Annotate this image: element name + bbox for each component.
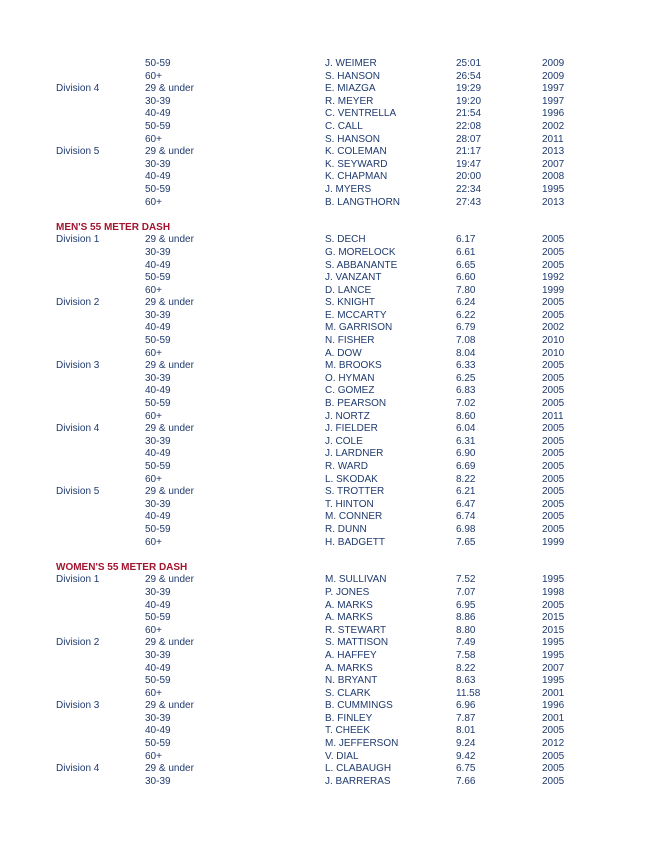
athlete-name-cell: H. BADGETT — [325, 536, 386, 548]
section-heading: WOMEN'S 55 METER DASH — [56, 561, 188, 573]
record-row — [0, 763, 657, 776]
mark-cell: 6.65 — [456, 259, 476, 271]
year-cell: 2001 — [542, 687, 565, 699]
mark-cell: 6.25 — [456, 372, 476, 384]
year-cell: 2005 — [542, 309, 565, 321]
year-cell: 1998 — [542, 586, 565, 598]
mark-cell: 22:08 — [456, 120, 482, 132]
record-row — [0, 700, 657, 713]
age-group-cell: 60+ — [145, 624, 162, 636]
age-group-cell: 29 & under — [145, 360, 194, 372]
mark-cell: 8.22 — [456, 662, 476, 674]
year-cell: 1995 — [542, 649, 565, 661]
mark-cell: 6.90 — [456, 448, 476, 460]
record-row — [0, 725, 657, 738]
athlete-name-cell: B. CUMMINGS — [325, 700, 393, 712]
year-cell: 2005 — [542, 435, 565, 447]
division-cell: Division 2 — [56, 637, 100, 649]
year-cell: 1999 — [542, 284, 565, 296]
mark-cell: 8.04 — [456, 347, 476, 359]
record-row — [0, 134, 657, 147]
age-group-cell: 50-59 — [145, 398, 171, 410]
record-row — [0, 637, 657, 650]
section-heading: MEN'S 55 METER DASH — [56, 221, 171, 233]
athlete-name-cell: K. CHAPMAN — [325, 171, 388, 183]
mark-cell: 21:17 — [456, 146, 482, 158]
age-group-cell: 29 & under — [145, 574, 194, 586]
athlete-name-cell: T. CHEEK — [325, 725, 371, 737]
record-row — [0, 398, 657, 411]
athlete-name-cell: V. DIAL — [325, 750, 359, 762]
athlete-name-cell: N. FISHER — [325, 335, 375, 347]
age-group-cell: 60+ — [145, 133, 162, 145]
record-row — [0, 297, 657, 310]
age-group-cell: 30-39 — [145, 586, 171, 598]
year-cell: 2005 — [542, 423, 565, 435]
mark-cell: 26:54 — [456, 70, 482, 82]
record-row — [0, 511, 657, 524]
athlete-name-cell: J. NORTZ — [325, 410, 370, 422]
year-cell: 2005 — [542, 775, 565, 787]
record-row — [0, 738, 657, 751]
mark-cell: 27:43 — [456, 196, 482, 208]
athlete-name-cell: K. SEYWARD — [325, 158, 388, 170]
athlete-name-cell: M. BROOKS — [325, 360, 382, 372]
age-group-cell: 40-49 — [145, 448, 171, 460]
year-cell: 2009 — [542, 58, 565, 69]
mark-cell: 6.98 — [456, 523, 476, 535]
athlete-name-cell: J. BARRERAS — [325, 775, 391, 787]
mark-cell: 6.61 — [456, 246, 476, 258]
record-row — [0, 58, 657, 71]
year-cell: 2005 — [542, 599, 565, 611]
record-row — [0, 197, 657, 210]
age-group-cell: 50-59 — [145, 675, 171, 687]
record-row — [0, 322, 657, 335]
year-cell: 2005 — [542, 473, 565, 485]
athlete-name-cell: C. VENTRELLA — [325, 108, 397, 120]
athlete-name-cell: R. DUNN — [325, 523, 367, 535]
age-group-cell: 40-49 — [145, 259, 171, 271]
mark-cell: 6.22 — [456, 309, 476, 321]
athlete-name-cell: O. HYMAN — [325, 372, 375, 384]
record-row — [0, 499, 657, 512]
year-cell: 2015 — [542, 612, 565, 624]
age-group-cell: 29 & under — [145, 146, 194, 158]
year-cell: 2002 — [542, 120, 565, 132]
division-cell: Division 1 — [56, 234, 100, 246]
athlete-name-cell: S. MATTISON — [325, 637, 389, 649]
record-row — [0, 159, 657, 172]
athlete-name-cell: M. GARRISON — [325, 322, 393, 334]
record-row — [0, 688, 657, 701]
age-group-cell: 30-39 — [145, 435, 171, 447]
division-cell: Division 3 — [56, 360, 100, 372]
year-cell: 2005 — [542, 486, 565, 498]
athlete-name-cell: S. DECH — [325, 234, 366, 246]
year-cell: 2011 — [542, 133, 564, 145]
record-row — [0, 675, 657, 688]
year-cell: 1995 — [542, 675, 565, 687]
mark-cell: 7.02 — [456, 398, 476, 410]
athlete-name-cell: L. CLABAUGH — [325, 763, 392, 775]
year-cell: 2011 — [542, 410, 564, 422]
record-row — [0, 247, 657, 260]
age-group-cell: 60+ — [145, 70, 162, 82]
athlete-name-cell: J. VANZANT — [325, 272, 382, 284]
record-row — [0, 121, 657, 134]
athlete-name-cell: R. WARD — [325, 461, 368, 472]
mark-cell: 8.86 — [456, 612, 476, 624]
year-cell: 1997 — [542, 83, 565, 95]
record-row — [0, 474, 657, 487]
division-cell: Division 4 — [56, 423, 100, 435]
age-group-cell: 40-49 — [145, 322, 171, 334]
record-row — [0, 285, 657, 298]
year-cell: 2005 — [542, 448, 565, 460]
year-cell: 1992 — [542, 272, 565, 284]
mark-cell: 8.22 — [456, 473, 476, 485]
year-cell: 1996 — [542, 108, 565, 120]
athlete-name-cell: J. MYERS — [325, 183, 372, 195]
athlete-name-cell: M. CONNER — [325, 511, 383, 523]
athlete-name-cell: P. JONES — [325, 586, 370, 598]
age-group-cell: 60+ — [145, 536, 162, 548]
mark-cell: 6.60 — [456, 272, 476, 284]
year-cell: 2005 — [542, 498, 565, 510]
age-group-cell: 29 & under — [145, 234, 194, 246]
age-group-cell: 40-49 — [145, 108, 171, 120]
age-group-cell: 50-59 — [145, 738, 171, 750]
age-group-cell: 60+ — [145, 196, 162, 208]
record-row — [0, 600, 657, 613]
mark-cell: 7.87 — [456, 712, 476, 724]
age-group-cell: 29 & under — [145, 763, 194, 775]
age-group-cell: 50-59 — [145, 183, 171, 195]
record-row — [0, 625, 657, 638]
division-cell: Division 1 — [56, 574, 100, 586]
athlete-name-cell: M. SULLIVAN — [325, 574, 387, 586]
age-group-cell: 30-39 — [145, 649, 171, 661]
mark-cell: 11.58 — [456, 687, 481, 699]
age-group-cell: 29 & under — [145, 83, 194, 95]
athlete-name-cell: A. MARKS — [325, 612, 373, 624]
mark-cell: 6.95 — [456, 599, 476, 611]
year-cell: 2013 — [542, 196, 565, 208]
year-cell: 2013 — [542, 146, 565, 158]
record-row — [0, 373, 657, 386]
year-cell: 2005 — [542, 725, 565, 737]
athlete-name-cell: C. GOMEZ — [325, 385, 375, 397]
mark-cell: 7.80 — [456, 284, 476, 296]
mark-cell: 6.21 — [456, 486, 476, 498]
age-group-cell: 30-39 — [145, 372, 171, 384]
athlete-name-cell: J. LARDNER — [325, 448, 384, 460]
record-row — [0, 574, 657, 587]
athlete-name-cell: M. JEFFERSON — [325, 738, 399, 750]
age-group-cell: 30-39 — [145, 498, 171, 510]
year-cell: 2005 — [542, 763, 565, 775]
mark-cell: 6.17 — [456, 234, 476, 246]
record-row — [0, 71, 657, 84]
mark-cell: 25:01 — [456, 58, 482, 69]
athlete-name-cell: A. HAFFEY — [325, 649, 377, 661]
mark-cell: 7.08 — [456, 335, 476, 347]
record-row — [0, 650, 657, 663]
mark-cell: 6.31 — [456, 435, 476, 447]
year-cell: 1995 — [542, 183, 565, 195]
age-group-cell: 50-59 — [145, 461, 171, 472]
age-group-cell: 40-49 — [145, 385, 171, 397]
age-group-cell: 40-49 — [145, 511, 171, 523]
record-row — [0, 260, 657, 273]
athlete-name-cell: B. PEARSON — [325, 398, 387, 410]
age-group-cell: 50-59 — [145, 612, 171, 624]
age-group-cell: 50-59 — [145, 58, 171, 69]
record-row — [0, 587, 657, 600]
division-cell: Division 4 — [56, 763, 100, 775]
athlete-name-cell: S. HANSON — [325, 133, 381, 145]
record-row — [0, 96, 657, 109]
section-spacer — [0, 209, 657, 222]
record-row — [0, 486, 657, 499]
athlete-name-cell: B. LANGTHORN — [325, 196, 401, 208]
mark-cell: 6.75 — [456, 763, 476, 775]
division-cell: Division 3 — [56, 700, 100, 712]
age-group-cell: 60+ — [145, 410, 162, 422]
mark-cell: 7.07 — [456, 586, 476, 598]
mark-cell: 6.04 — [456, 423, 476, 435]
mark-cell: 7.65 — [456, 536, 476, 548]
year-cell: 2010 — [542, 347, 565, 359]
athlete-name-cell: E. MIAZGA — [325, 83, 376, 95]
year-cell: 1999 — [542, 536, 565, 548]
mark-cell: 6.96 — [456, 700, 476, 712]
athlete-name-cell: A. DOW — [325, 347, 362, 359]
record-row — [0, 83, 657, 96]
year-cell: 2005 — [542, 234, 565, 246]
record-row — [0, 184, 657, 197]
division-cell: Division 4 — [56, 83, 100, 95]
record-row — [0, 385, 657, 398]
year-cell: 2005 — [542, 297, 565, 309]
record-row — [0, 524, 657, 537]
year-cell: 2005 — [542, 372, 565, 384]
athlete-name-cell: J. FIELDER — [325, 423, 378, 435]
record-row — [0, 423, 657, 436]
division-cell: Division 2 — [56, 297, 100, 309]
mark-cell: 20:00 — [456, 171, 482, 183]
athlete-name-cell: S. CLARK — [325, 687, 371, 699]
year-cell: 2005 — [542, 461, 565, 472]
year-cell: 2005 — [542, 750, 565, 762]
age-group-cell: 30-39 — [145, 95, 171, 107]
athlete-name-cell: C. CALL — [325, 120, 363, 132]
year-cell: 2005 — [542, 360, 565, 372]
record-row — [0, 310, 657, 323]
age-group-cell: 30-39 — [145, 158, 171, 170]
mark-cell: 6.69 — [456, 461, 476, 472]
record-row — [0, 234, 657, 247]
athlete-name-cell: L. SKODAK — [325, 473, 378, 485]
athlete-name-cell: S. TROTTER — [325, 486, 385, 498]
mark-cell: 7.52 — [456, 574, 476, 586]
record-row — [0, 146, 657, 159]
mark-cell: 6.74 — [456, 511, 476, 523]
division-cell: Division 5 — [56, 486, 100, 498]
age-group-cell: 60+ — [145, 750, 162, 762]
age-group-cell: 40-49 — [145, 662, 171, 674]
mark-cell: 7.58 — [456, 649, 476, 661]
mark-cell: 21:54 — [456, 108, 482, 120]
records-document — [0, 58, 657, 788]
age-group-cell: 29 & under — [145, 297, 194, 309]
year-cell: 1995 — [542, 637, 565, 649]
mark-cell: 19:29 — [456, 83, 482, 95]
age-group-cell: 29 & under — [145, 637, 194, 649]
mark-cell: 6.33 — [456, 360, 476, 372]
athlete-name-cell: S. ABBANANTE — [325, 259, 398, 271]
mark-cell: 6.47 — [456, 498, 476, 510]
mark-cell: 19:47 — [456, 158, 482, 170]
age-group-cell: 29 & under — [145, 486, 194, 498]
athlete-name-cell: K. COLEMAN — [325, 146, 387, 158]
athlete-name-cell: R. MEYER — [325, 95, 374, 107]
year-cell: 2005 — [542, 511, 565, 523]
age-group-cell: 40-49 — [145, 599, 171, 611]
age-group-cell: 60+ — [145, 687, 162, 699]
age-group-cell: 29 & under — [145, 700, 194, 712]
division-cell: Division 5 — [56, 146, 100, 158]
record-row — [0, 360, 657, 373]
athlete-name-cell: D. LANCE — [325, 284, 372, 296]
year-cell: 2005 — [542, 385, 565, 397]
year-cell: 1995 — [542, 574, 565, 586]
record-row — [0, 751, 657, 764]
athlete-name-cell: J. WEIMER — [325, 58, 377, 69]
year-cell: 2001 — [542, 712, 565, 724]
athlete-name-cell: E. MCCARTY — [325, 309, 387, 321]
year-cell: 1996 — [542, 700, 565, 712]
record-row — [0, 663, 657, 676]
mark-cell: 8.80 — [456, 624, 476, 636]
mark-cell: 28:07 — [456, 133, 482, 145]
record-row — [0, 448, 657, 461]
mark-cell: 8.01 — [456, 725, 476, 737]
year-cell: 2012 — [542, 738, 565, 750]
athlete-name-cell: T. HINTON — [325, 498, 374, 510]
section-spacer — [0, 549, 657, 562]
mark-cell: 8.63 — [456, 675, 476, 687]
athlete-name-cell: R. STEWART — [325, 624, 387, 636]
athlete-name-cell: G. MORELOCK — [325, 246, 396, 258]
year-cell: 2005 — [542, 523, 565, 535]
record-row — [0, 776, 657, 789]
record-row — [0, 411, 657, 424]
year-cell: 2007 — [542, 158, 565, 170]
year-cell: 2005 — [542, 246, 565, 258]
age-group-cell: 60+ — [145, 473, 162, 485]
mark-cell: 22:34 — [456, 183, 482, 195]
age-group-cell: 60+ — [145, 347, 162, 359]
record-row — [0, 335, 657, 348]
record-row — [0, 436, 657, 449]
record-row — [0, 537, 657, 550]
year-cell: 1997 — [542, 95, 565, 107]
age-group-cell: 30-39 — [145, 712, 171, 724]
record-row — [0, 272, 657, 285]
year-cell: 2007 — [542, 662, 565, 674]
record-row — [0, 713, 657, 726]
age-group-cell: 30-39 — [145, 309, 171, 321]
age-group-cell: 30-39 — [145, 246, 171, 258]
year-cell: 2009 — [542, 70, 565, 82]
age-group-cell: 50-59 — [145, 523, 171, 535]
mark-cell: 6.24 — [456, 297, 476, 309]
mark-cell: 7.49 — [456, 637, 476, 649]
mark-cell: 8.60 — [456, 410, 476, 422]
age-group-cell: 29 & under — [145, 423, 194, 435]
mark-cell: 9.42 — [456, 750, 476, 762]
athlete-name-cell: J. COLE — [325, 435, 363, 447]
age-group-cell: 60+ — [145, 284, 162, 296]
athlete-name-cell: A. MARKS — [325, 662, 373, 674]
year-cell: 2005 — [542, 259, 565, 271]
athlete-name-cell: S. HANSON — [325, 70, 381, 82]
year-cell: 2015 — [542, 624, 565, 636]
age-group-cell: 50-59 — [145, 335, 171, 347]
athlete-name-cell: A. MARKS — [325, 599, 373, 611]
mark-cell: 19:20 — [456, 95, 482, 107]
record-row — [0, 171, 657, 184]
year-cell: 2005 — [542, 398, 565, 410]
age-group-cell: 40-49 — [145, 725, 171, 737]
record-row — [0, 461, 657, 474]
mark-cell: 6.79 — [456, 322, 476, 334]
mark-cell: 9.24 — [456, 738, 476, 750]
athlete-name-cell: N. BRYANT — [325, 675, 378, 687]
age-group-cell: 40-49 — [145, 171, 171, 183]
year-cell: 2002 — [542, 322, 565, 334]
year-cell: 2010 — [542, 335, 565, 347]
year-cell: 2008 — [542, 171, 565, 183]
record-row — [0, 108, 657, 121]
record-row — [0, 612, 657, 625]
athlete-name-cell: S. KNIGHT — [325, 297, 376, 309]
record-row — [0, 348, 657, 361]
mark-cell: 6.83 — [456, 385, 476, 397]
age-group-cell: 50-59 — [145, 272, 171, 284]
mark-cell: 7.66 — [456, 775, 476, 787]
athlete-name-cell: B. FINLEY — [325, 712, 373, 724]
age-group-cell: 50-59 — [145, 120, 171, 132]
age-group-cell: 30-39 — [145, 775, 171, 787]
